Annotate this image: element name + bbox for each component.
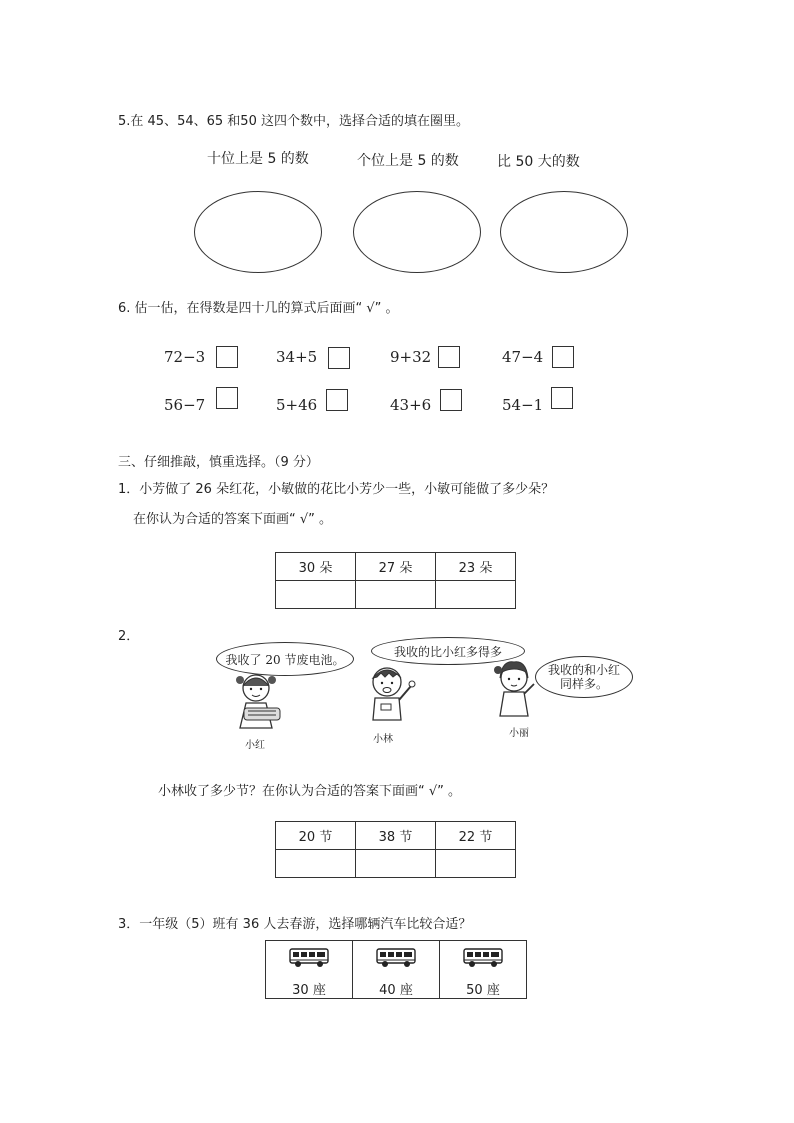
check-box-54-1[interactable] [551, 387, 573, 409]
bus-label-30-seats: 30 座 [292, 983, 326, 998]
q3-3-text: 3．一年级（5）班有 36 人去春游，选择哪辆汽车比较合适？ [118, 917, 472, 932]
check-box-5-46[interactable] [326, 389, 348, 411]
q5-label-ones-5: 个位上是 5 的数 [357, 153, 459, 169]
bus-icon [376, 947, 416, 969]
name-xiaolin: 小林 [373, 734, 393, 745]
expr-9-32: 9+32 [390, 348, 432, 366]
speech-text-xiaohong: 我收了 20 节废电池。 [225, 652, 345, 667]
q5-label-gt-50: 比 50 大的数 [497, 154, 580, 170]
q6-title: 6. 估一估，在得数是四十几的算式后面画“ √” 。 [118, 301, 399, 316]
q3-2-number: 2． [118, 629, 140, 644]
bus-label-50-seats: 50 座 [466, 983, 500, 998]
check-box-9-32[interactable] [438, 346, 460, 368]
bus-icon [463, 947, 503, 969]
answer-oval-tens-5[interactable] [194, 191, 322, 273]
answer-cell-23-flowers[interactable] [436, 581, 516, 609]
q5-title: 5.在 45、54、65 和50 这四个数中，选择合适的填在圈里。 [118, 114, 469, 129]
answer-cell-20-batteries[interactable] [276, 850, 356, 878]
boy-xiaolin-illustration [361, 664, 417, 726]
check-box-43-6[interactable] [440, 389, 462, 411]
q3-2-answer-table [275, 821, 516, 878]
name-xiaohong: 小红 [245, 740, 265, 751]
option-30-flowers: 30 朵 [276, 553, 356, 581]
answer-cell-27-flowers[interactable] [356, 581, 436, 609]
option-38-batteries: 38 节 [356, 822, 436, 850]
bus-icon [289, 947, 329, 969]
answer-cell-22-batteries[interactable] [436, 850, 516, 878]
bus-option-50-seats[interactable] [440, 941, 527, 999]
answer-oval-gt-50[interactable] [500, 191, 628, 273]
q3-1-answer-table [275, 552, 516, 609]
answer-oval-ones-5[interactable] [353, 191, 481, 273]
option-22-batteries: 22 节 [436, 822, 516, 850]
option-20-batteries: 20 节 [276, 822, 356, 850]
bus-options-table [265, 940, 527, 999]
answer-cell-30-flowers[interactable] [276, 581, 356, 609]
option-23-flowers: 23 朵 [436, 553, 516, 581]
speech-text-xiaolin: 我收的比小红多得多 [393, 644, 502, 659]
q5-label-tens-5: 十位上是 5 的数 [207, 151, 309, 167]
bus-option-30-seats[interactable] [266, 941, 353, 999]
girl-xiaohong-illustration [226, 670, 286, 732]
expr-54-1: 54−1 [502, 396, 544, 414]
speech-bubble-xiaoli [535, 656, 633, 698]
bus-option-40-seats[interactable] [353, 941, 440, 999]
section-3-heading: 三、仔细推敲，慎重选择。（9 分） [118, 455, 319, 470]
expr-72-3: 72−3 [164, 348, 206, 366]
q3-2-question: 小林收了多少节？在你认为合适的答案下面画“ √” 。 [158, 784, 462, 799]
q3-1-instruction: 在你认为合适的答案下面画“ √” 。 [133, 512, 333, 527]
answer-cell-38-batteries[interactable] [356, 850, 436, 878]
name-xiaoli: 小丽 [509, 728, 529, 739]
check-box-72-3[interactable] [216, 346, 238, 368]
bus-label-40-seats: 40 座 [379, 983, 413, 998]
expr-5-46: 5+46 [276, 396, 318, 414]
expr-43-6: 43+6 [390, 396, 432, 414]
check-box-56-7[interactable] [216, 387, 238, 409]
expr-34-5: 34+5 [276, 348, 318, 366]
check-box-47-4[interactable] [552, 346, 574, 368]
check-box-34-5[interactable] [328, 347, 350, 369]
speech-text-xiaoli: 我收的和小红同样多。 [548, 663, 621, 691]
expr-56-7: 56−7 [164, 396, 206, 414]
q3-1-text: 1．小芳做了 26 朵红花，小敏做的花比小芳少一些，小敏可能做了多少朵？ [118, 482, 555, 497]
option-27-flowers: 27 朵 [356, 553, 436, 581]
girl-xiaoli-illustration [490, 658, 540, 720]
expr-47-4: 47−4 [502, 348, 544, 366]
